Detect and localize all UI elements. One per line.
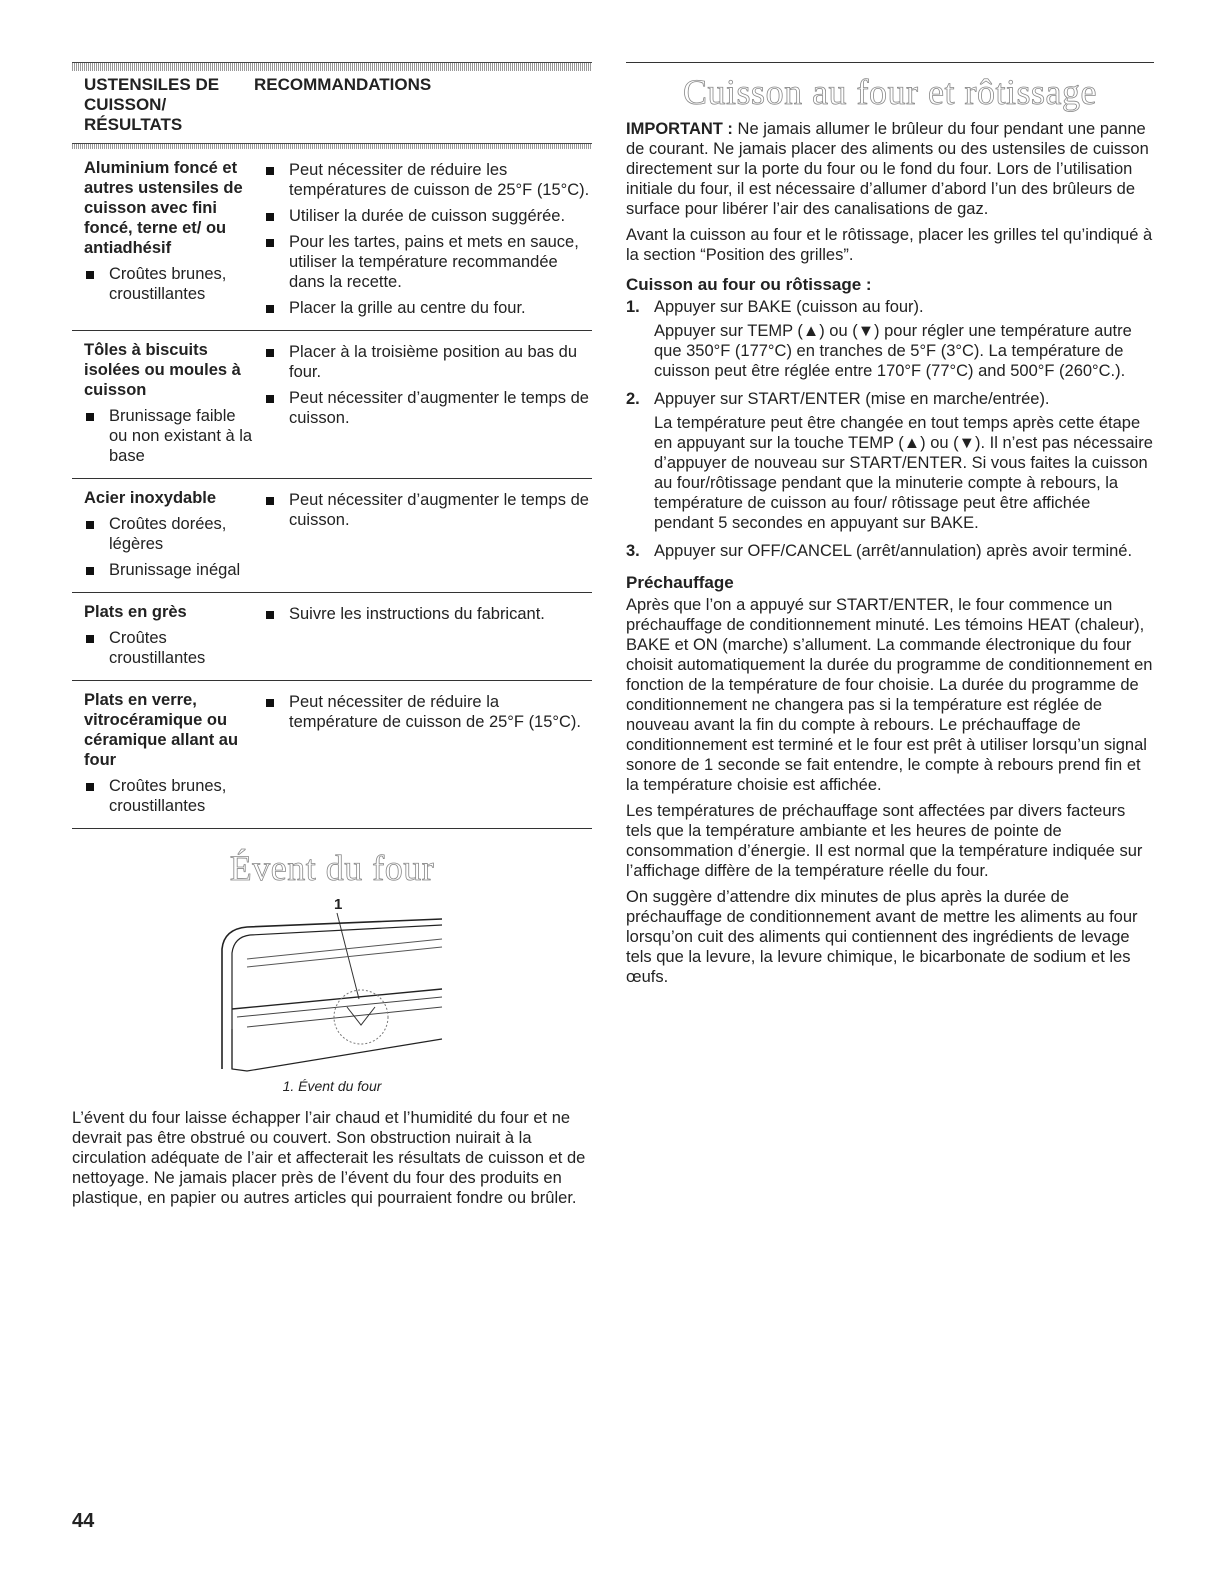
table-row [72, 593, 592, 681]
cookware-cell [84, 340, 254, 466]
cookware-cell [84, 690, 254, 816]
bullet-icon [266, 395, 274, 403]
table-header [72, 71, 592, 143]
step-text: Appuyer sur START/ENTER (mise en marche/entrée). [654, 390, 1050, 408]
result-text: Brunissage faible ou non existant à la base [109, 407, 253, 465]
result-item [84, 776, 254, 816]
step-number: 3. [626, 542, 640, 560]
cookware-material: Acier inoxydable [84, 489, 217, 507]
table-row [72, 681, 592, 829]
cookware-cell [84, 602, 254, 668]
baking-title: Cuisson au four et rôtissage [683, 72, 1097, 112]
result-text: Croûtes dorées, légères [109, 515, 227, 553]
important-label: IMPORTANT : [626, 120, 733, 138]
cookware-material: Plats en verre, vitrocéramique ou céramique allant au four [84, 691, 239, 769]
recommendations-cell [254, 158, 592, 318]
page-number: 44 [72, 1510, 95, 1532]
bullet-icon [266, 699, 274, 707]
recommendation-text: Peut nécessiter de réduire les températures de cuisson de 25°F (15°C). [289, 161, 590, 199]
vent-caption: 1. Évent du four [282, 1078, 382, 1094]
recommendation-item [260, 160, 592, 200]
recommendation-item [260, 206, 592, 226]
vent-title: Évent du four [229, 848, 435, 888]
recommendation-item [260, 232, 592, 292]
recommendation-item [260, 604, 592, 624]
right-top-rule [626, 62, 1154, 63]
table-row [72, 479, 592, 593]
bullet-icon [266, 167, 274, 175]
result-text: Brunissage inégal [109, 561, 241, 579]
important-text: Ne jamais allumer le brûleur du four pendant une panne de courant. Ne jamais placer des aliments ou des ustensiles de cuisson directement sur la porte du four ou le fond du four. Lors de l’utilisation initiale du four, il est nécessaire d’allumer d’abord l’un des brûleurs de surface pour libérer l’air des canalisations de gaz. [626, 120, 1149, 218]
recommendation-item [260, 388, 592, 428]
cookware-material: Plats en grès [84, 603, 187, 621]
result-item [84, 514, 254, 554]
bullet-icon [266, 611, 274, 619]
step-3 [626, 541, 1154, 561]
right-column [626, 62, 1154, 993]
vent-callout-number: 1 [334, 896, 343, 913]
recommendations-cell [254, 488, 592, 580]
step-number: 2. [626, 390, 640, 408]
important-paragraph [626, 119, 1154, 219]
step-number: 1. [626, 298, 640, 316]
step-text: Appuyer sur OFF/CANCEL (arrêt/annulation) après avoir terminé. [654, 542, 1133, 560]
oven-vent-illustration [72, 889, 592, 1074]
result-item [84, 264, 254, 304]
recommendation-text: Peut nécessiter de réduire la température de cuisson de 25°F (15°C). [289, 693, 582, 731]
table-body [72, 149, 592, 829]
cookware-cell [84, 488, 254, 580]
bullet-icon [86, 567, 94, 575]
cookware-material: Aluminium foncé et autres ustensiles de cuisson avec fini foncé, terne et/ ou antiadhésif [84, 159, 243, 257]
table-top-rule [72, 62, 592, 71]
table-row [72, 149, 592, 331]
step-detail: Appuyer sur TEMP (▲) ou (▼) pour régler une température autre que 350°F (177°C) en tranches de 5°F (3°C). La température de cuisson peut être réglée entre 170°F (77°C) and 500°F (260°C.). [654, 322, 1132, 380]
recommendation-text: Peut nécessiter d’augmenter le temps de cuisson. [289, 389, 589, 427]
step-text: Appuyer sur BAKE (cuisson au four). [654, 298, 924, 316]
recommendations-cell [254, 602, 592, 668]
result-text: Croûtes brunes, croustillantes [109, 265, 227, 303]
vent-text: L’évent du four laisse échapper l’air chaud et l’humidité du four et ne devrait pas être obstrué ou couvert. Son obstruction nuirait à la circulation adéquate de l’air et affecterait les résultats de cuisson et de nettoyage. Ne jamais placer près de l’évent du four des produits en plastique, en papier ou autres articles qui pourraient fondre ou brûler. [72, 1109, 586, 1207]
bullet-icon [86, 635, 94, 643]
step-2 [626, 389, 1154, 533]
recommendation-text: Suivre les instructions du fabricant. [289, 605, 545, 623]
bullet-icon [266, 305, 274, 313]
preheat-paragraph-2: Les températures de préchauffage sont affectées par divers facteurs tels que la température ambiante et les heures de pointe de consommation d’énergie. Il est normal que la température indiquée sur l’affichage diffère de la température réelle du four. [626, 802, 1143, 880]
recommendation-text: Utiliser la durée de cuisson suggérée. [289, 207, 566, 225]
table-row [72, 331, 592, 479]
bullet-icon [86, 783, 94, 791]
step-1 [626, 297, 1154, 381]
header-cookware: USTENSILES DE CUISSON/ RÉSULTATS [84, 75, 220, 134]
result-text: Croûtes brunes, croustillantes [109, 777, 227, 815]
result-item [84, 560, 254, 580]
bake-subheading: Cuisson au four ou rôtissage : [626, 275, 872, 294]
bullet-icon [266, 213, 274, 221]
preheat-heading: Préchauffage [626, 573, 734, 592]
result-item [84, 628, 254, 668]
recommendations-cell [254, 340, 592, 466]
step-detail: La température peut être changée en tout temps après cette étape en appuyant sur la touche TEMP (▲) ou (▼). Il n’est pas nécessaire d’appuyer de nouveau sur START/ENTER. Si vous faites la cuisson au four/rôtissage pendant que la minuterie compte à rebours, la température de cuisson au four/ rôtissage peut être affichée pendant 5 secondes en appuyant sur BAKE. [654, 414, 1153, 532]
bullet-icon [266, 497, 274, 505]
recommendation-text: Peut nécessiter d’augmenter le temps de cuisson. [289, 491, 589, 529]
recommendation-text: Pour les tartes, pains et mets en sauce, utiliser la température recommandée dans la recette. [289, 233, 579, 291]
preheat-paragraph-1: Après que l’on a appuyé sur START/ENTER, le four commence un préchauffage de conditionnement minuté. Les témoins HEAT (chaleur), BAKE et ON (marche) s’allument. La commande électronique du four choisit automatiquement la durée du programme de conditionnement en fonction de la température de four choisie. La durée du programme de conditionnement ne changera pas si la température est réglée de nouveau avant la fin du compte à rebours. Le préchauffage de conditionnement est terminé et le four est prêt à utiliser lorsqu’un signal sonore de 1 seconde se fait entendre, le compte à rebours prend fin et la température choisie est affichée. [626, 596, 1153, 794]
preheat-paragraph-3: On suggère d’attendre dix minutes de plus après la durée de préchauffage de conditionnement avant de mettre les aliments au four lorsqu’on cuit des aliments qui contiennent des ingrédients de levage tels que la levure, la levure chimique, le bicarbonate de sodium et les œufs. [626, 888, 1138, 986]
left-column [72, 62, 592, 1214]
result-text: Croûtes croustillantes [109, 629, 206, 667]
recommendation-item [260, 342, 592, 382]
bullet-icon [86, 413, 94, 421]
cookware-cell [84, 158, 254, 318]
result-item [84, 406, 254, 466]
bullet-icon [86, 521, 94, 529]
recommendations-cell [254, 690, 592, 816]
recommendation-item [260, 490, 592, 530]
bullet-icon [266, 349, 274, 357]
recommendation-item [260, 298, 592, 318]
bullet-icon [86, 271, 94, 279]
recommendation-item [260, 692, 592, 732]
bullet-icon [266, 239, 274, 247]
recommendation-text: Placer la grille au centre du four. [289, 299, 526, 317]
header-recommendations: RECOMMANDATIONS [254, 75, 432, 94]
rack-intro: Avant la cuisson au four et le rôtissage, placer les grilles tel qu’indiqué à la section “Position des grilles”. [626, 226, 1153, 264]
recommendation-text: Placer à la troisième position au bas du four. [289, 343, 577, 381]
cookware-material: Tôles à biscuits isolées ou moules à cuisson [84, 341, 241, 399]
